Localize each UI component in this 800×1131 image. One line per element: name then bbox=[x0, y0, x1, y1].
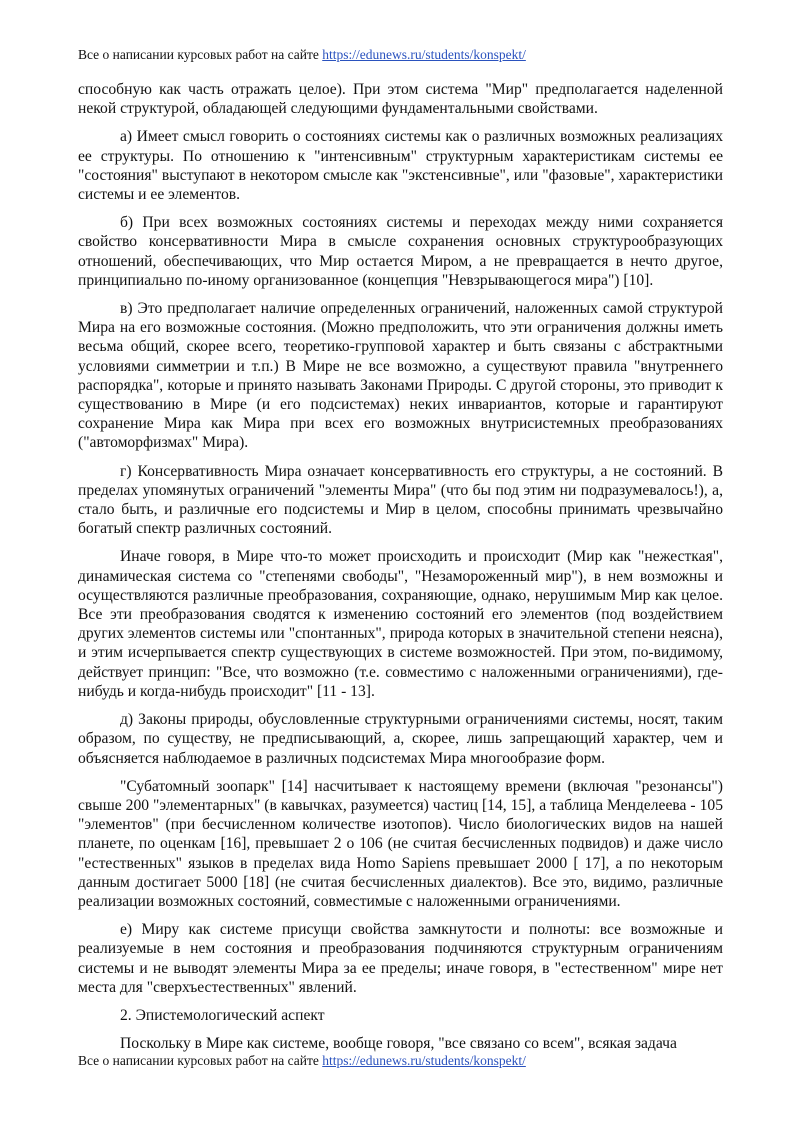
page-header bbox=[78, 46, 526, 64]
paragraph-e: е) Миру как системе присущи свойства замкнутости и полноты: все возможные и реализуемые в нем состояния и преобразования подчиняются структурным ограничениям системы и не выводят элементы Мира за ее пределы; иначе говоря, в "естественном" мире нет места для "сверхъестественных" явлений. bbox=[78, 921, 723, 996]
footer-link[interactable]: https://edunews.ru/students/konspekt/ bbox=[322, 1053, 526, 1068]
header-link[interactable]: https://edunews.ru/students/konspekt/ bbox=[322, 47, 526, 62]
section-heading: 2. Эпистемологический аспект bbox=[120, 1006, 325, 1024]
paragraph-continuation: способную как часть отражать целое). При этом система "Мир" предполагается наделенной некой структурой, обладающей следующими фундаментальными свойствами. bbox=[78, 81, 723, 118]
footer-text: Все о написании курсовых работ на сайте bbox=[78, 1053, 323, 1068]
paragraph-v: в) Это предполагает наличие определенных ограничений, наложенных самой структурой Мира на его возможные состояния. (Можно предположить, что эти ограничения должны иметь весьма общий, скорее всего, теоретико-групповой характер и быть связаны с абстрактными условиями симметрии и т.п.) В Мире не все возможно, а существуют правила "внутреннего распорядка", которые и принято называть Законами Природы. С другой стороны, это приводит к существованию в Мире (и его подсистемах) неких инвариантов, которые и гарантируют сохранение Мира как Мира при всех его возможных внутрисистемных преобразованиях ("автоморфизмах" Мира). bbox=[78, 300, 723, 452]
paragraph-otherwise: Иначе говоря, в Мире что-то может происходить и происходит (Мир как "нежесткая", динамическая система со "степенями свободы", "Незамороженный мир"), в нем возможны и осуществляются различные преобразования, сохраняющие, однако, нерушимым Мир как целое. Все эти преобразования сводятся к изменению состояний его элементов (под воздействием других элементов системы или "спонтанных", природа которых в значительной степени неясна), и этим исчерпывается спектр существующих в системе возможностей. При этом, по-видимому, действует принцип: "Все, что возможно (т.е. совместимо с наложенными ограничениями), где-нибудь и когда-нибудь происходит" [11 - 13]. bbox=[78, 548, 723, 700]
paragraph-b: б) При всех возможных состояниях системы и переходах между ними сохраняется свойство консервативности Мира в смысле сохранения основных структурообразующих отношений, обеспечивающих, что Мир остается Миром, а не превращается в нечто другое, принципиально по-иному организованное (концепция "Невзрывающегося мира") [10]. bbox=[78, 214, 723, 289]
header-text: Все о написании курсовых работ на сайте bbox=[78, 47, 323, 62]
paragraph-g: г) Консервативность Мира означает консервативность его структуры, а не состояний. В пределах упомянутых ограничений "элементы Мира" (что бы под этим ни подразумевалось!), а, стало быть, и различные его подсистемы и Мир в целом, способны принимать чрезвычайно богатый спектр различных состояний. bbox=[78, 462, 723, 538]
paragraph-since: Поскольку в Мире как системе, вообще говоря, "все связано со всем", всякая задача bbox=[120, 1035, 677, 1052]
paragraph-d: д) Законы природы, обусловленные структурными ограничениями системы, носят, таким образом, по существу, не предписывающий, а, скорее, лишь запрещающий характер, чем и объясняется наблюдаемое в различных подсистемах Мира многообразие форм. bbox=[78, 711, 723, 767]
paragraph-a: а) Имеет смысл говорить о состояниях системы как о различных возможных реализациях ее структуры. По отношению к "интенсивным" структурным характеристикам системы ее "состояния" выступают в некотором смысле как "экстенсивные", или "фазовые", характеристики системы и ее элементов. bbox=[78, 128, 723, 204]
paragraph-subatomic-zoo: "Субатомный зоопарк" [14] насчитывает к настоящему времени (включая "резонансы") свыше 200 "элементарных" (в кавычках, разумеется) частиц [14, 15], а таблица Менделеева - 105 "элементов" (при бесчисленном количестве изотопов). Число биологических видов на нашей планете, по оценкам [16], превышает 2 о 106 (не считая бесчисленных подвидов) и даже число "естественных" языков в пределах вида Homo Sapiens превышает 2000 [ 17], а по некоторым данным достигает 5000 [18] (не считая бесчисленных диалектов). Все это, видимо, различные реализации возможных состояний, совместимые с наложенными ограничениями. bbox=[78, 777, 723, 910]
page-footer bbox=[78, 1052, 526, 1070]
document-body bbox=[78, 80, 723, 1052]
